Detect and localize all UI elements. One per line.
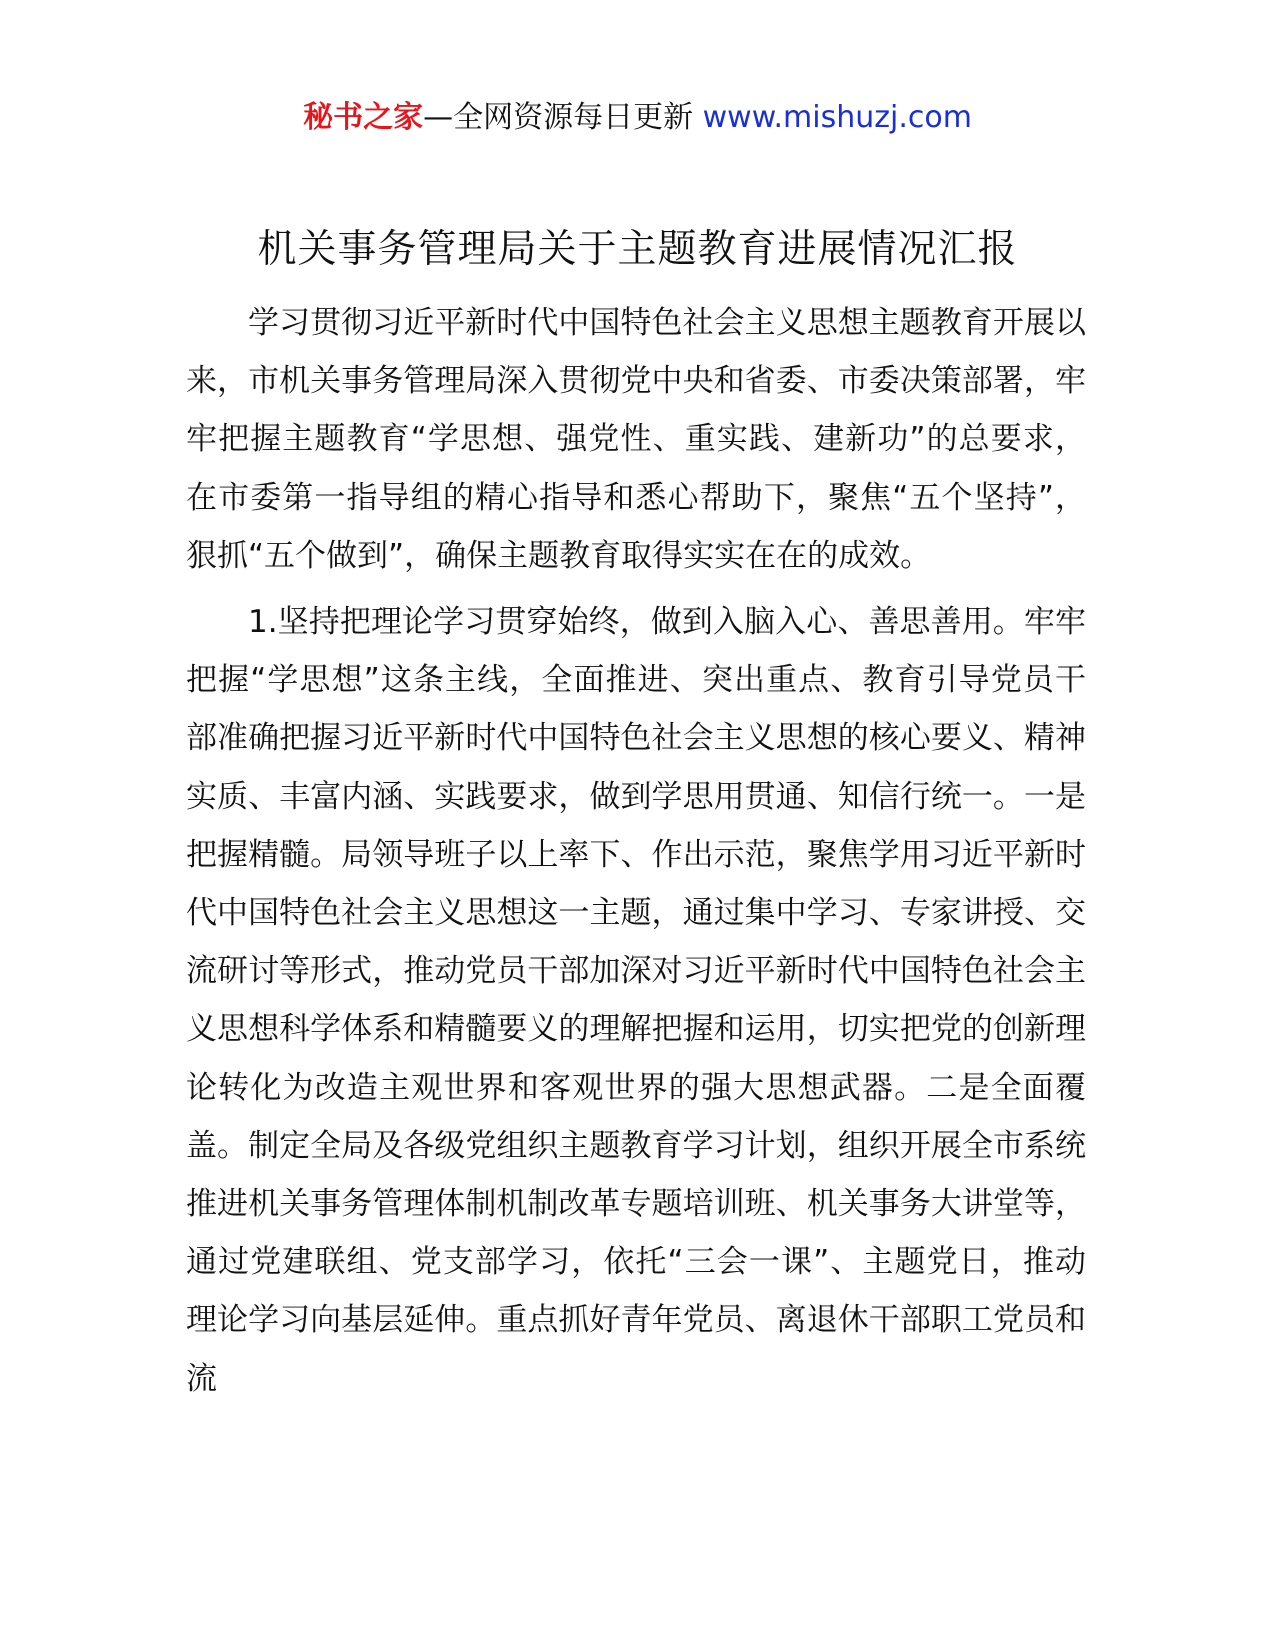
document-body — [186, 294, 1086, 1416]
brand-name: 秘书之家 — [303, 100, 424, 135]
document-title: 机关事务管理局关于主题教育进展情况汇报 — [257, 227, 1018, 272]
site-url-link[interactable]: www.mishuzj.com — [702, 100, 972, 135]
site-header — [0, 96, 1275, 140]
paragraph-intro: 学习贯彻习近平新时代中国特色社会主义思想主题教育开展以来，市机关事务管理局深入贯彻党中央和省委、市委决策部署，牢牢把握主题教育“学思想、强党性、重实践、建新功”的总要求，在市委第一指导组的精心指导和悉心帮助下，聚焦“五个坚持”，狠抓“五个做到”，确保主题教育取得实实在在的成效。 — [186, 305, 1086, 574]
paragraph-section-1: 1.坚持把理论学习贯穿始终，做到入脑入心、善思善用。牢牢把握“学思想”这条主线，全面推进、突出重点、教育引导党员干部准确把握习近平新时代中国特色社会主义思想的核心要义、精神实质、丰富内涵、实践要求，做到学思用贯通、知信行统一。一是把握精髓。局领导班子以上率下、作出示范，聚焦学用习近平新时代中国特色社会主义思想这一主题，通过集中学习、专家讲授、交流研讨等形式，推动党员干部加深对习近平新时代中国特色社会主义思想科学体系和精髓要义的理解把握和运用，切实把党的创新理论转化为改造主观世界和客观世界的强大思想武器。二是全面覆盖。制定全局及各级党组织主题教育学习计划，组织开展全市系统推进机关事务管理体制机制改革专题培训班、机关事务大讲堂等，通过党建联组、党支部学习，依托“三会一课”、主题党日，推动理论学习向基层延伸。重点抓好青年党员、离退休干部职工党员和流 — [186, 604, 1086, 1397]
header-tagline: —全网资源每日更新 — [423, 100, 703, 135]
